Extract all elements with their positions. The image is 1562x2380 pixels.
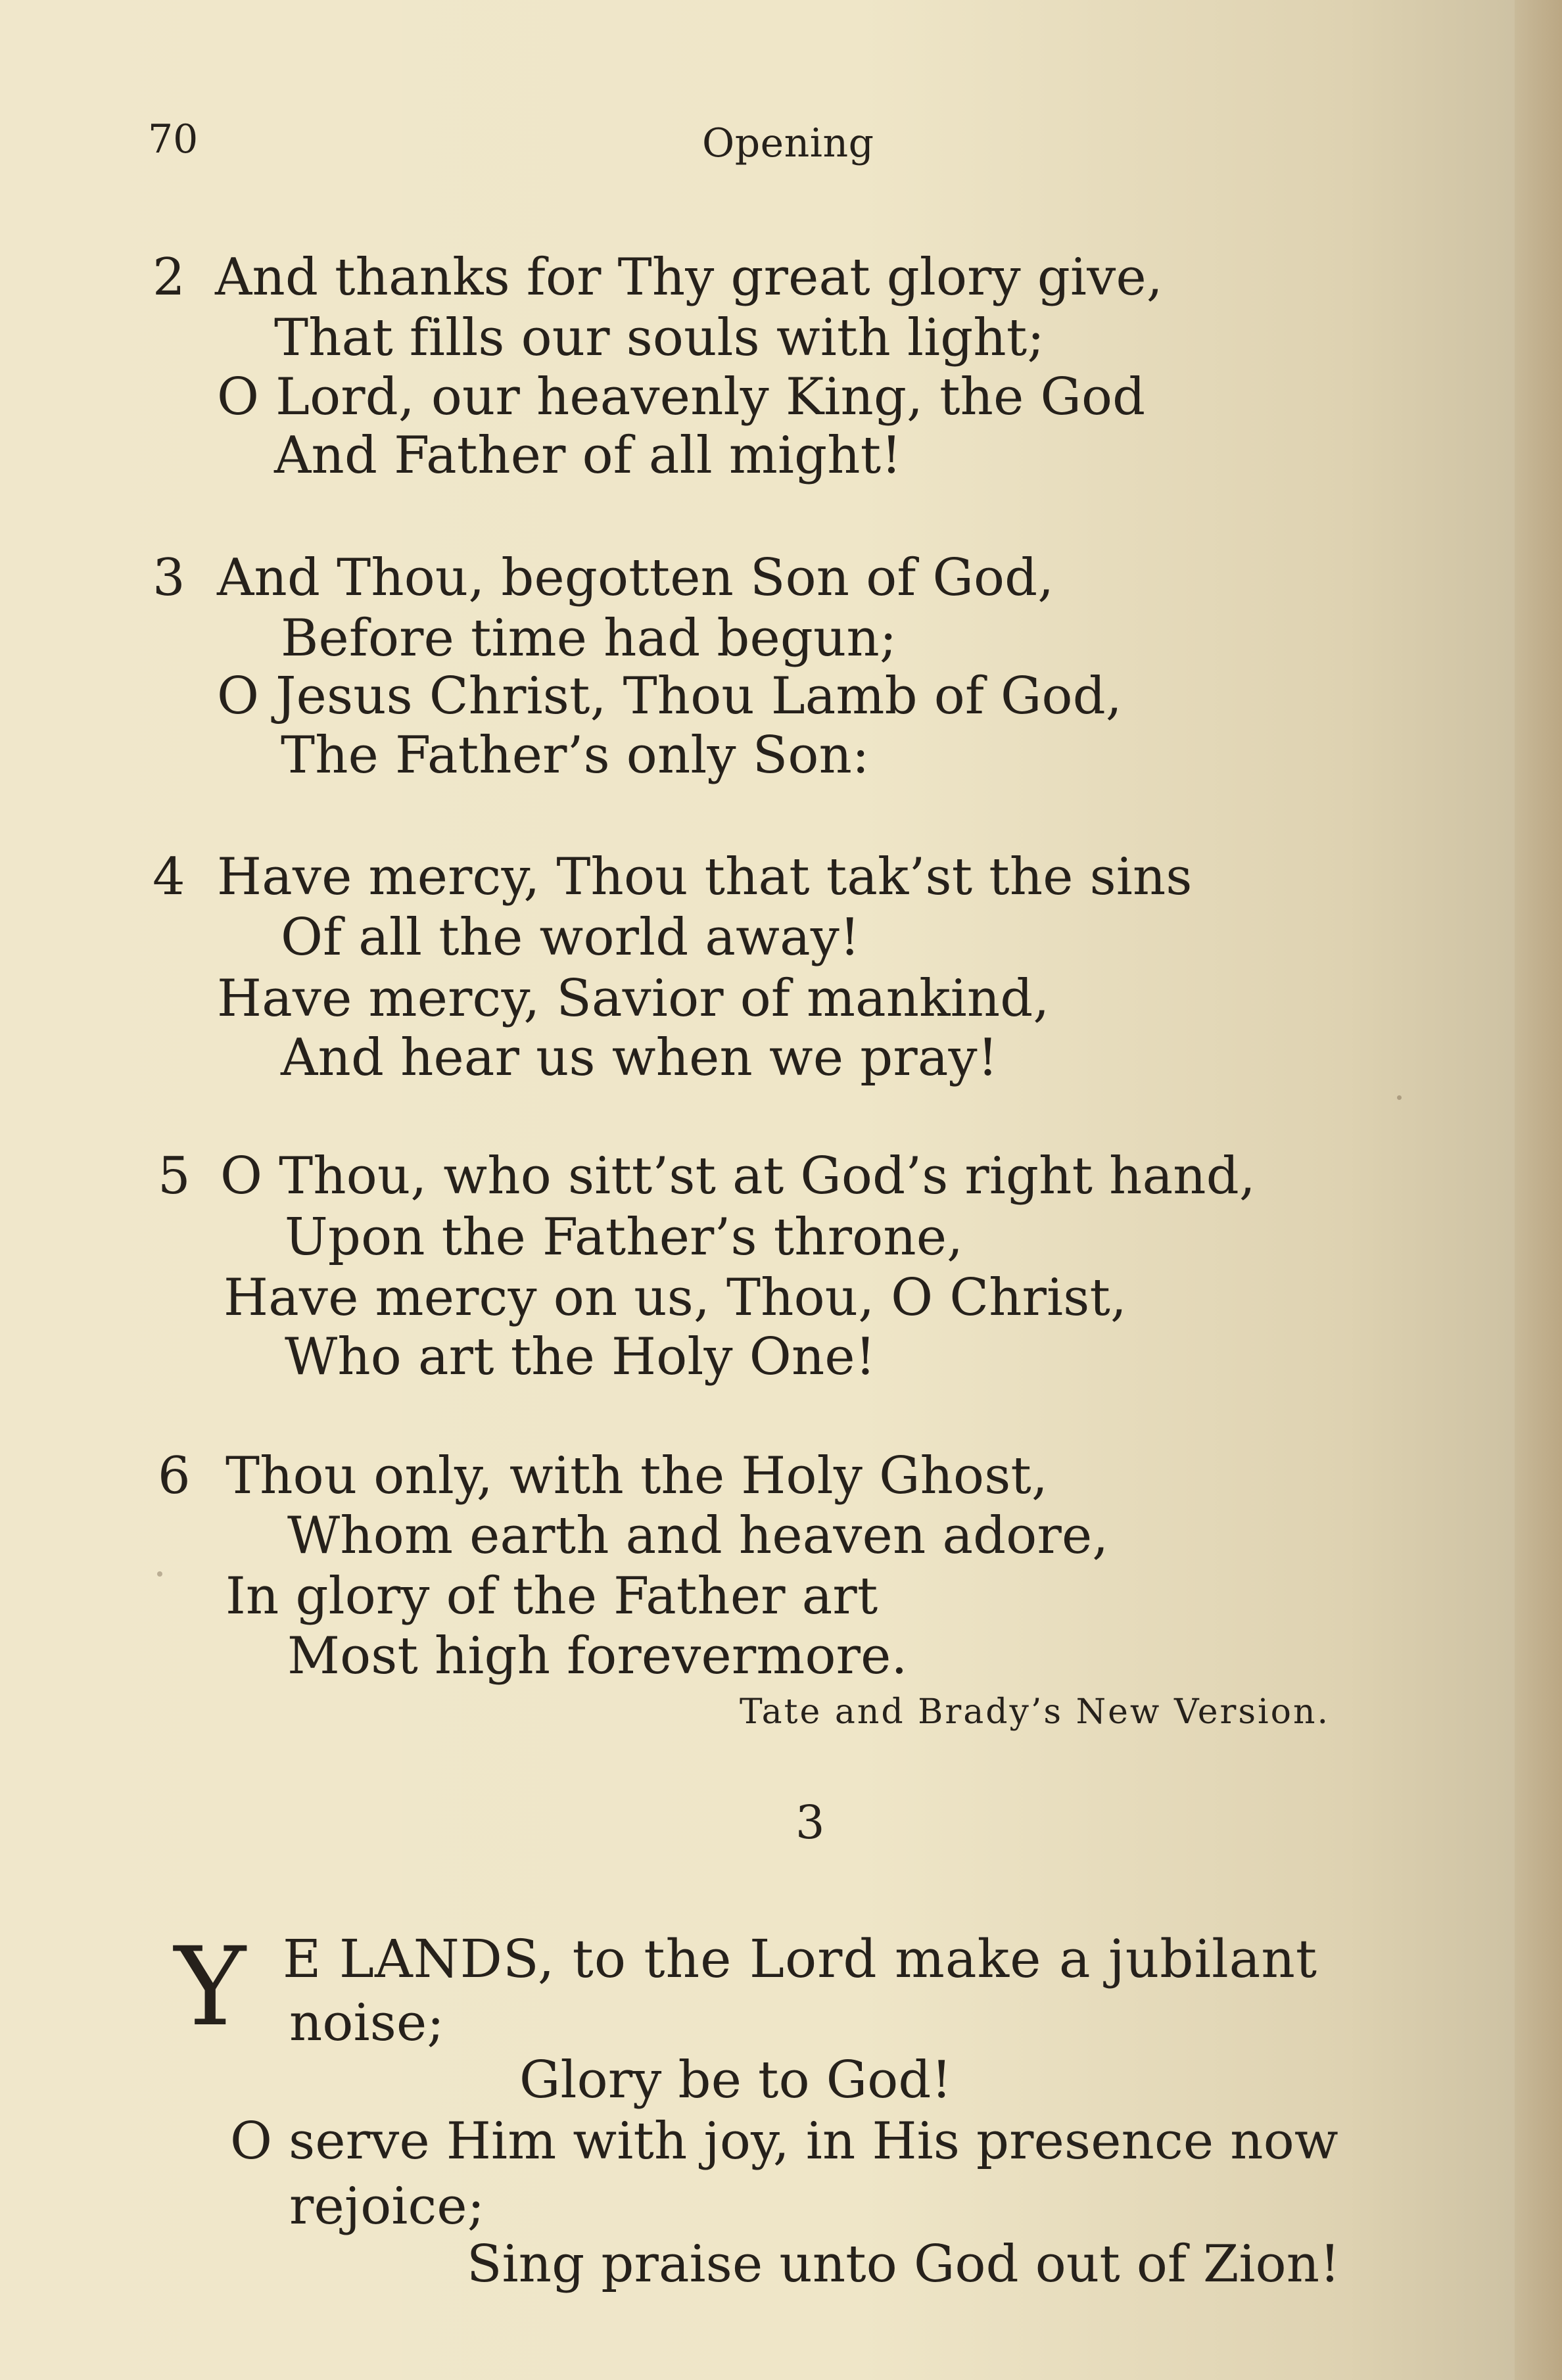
stanza-line: In glory of the Father art: [225, 1567, 878, 1626]
hymn-line: Glory be to God!: [519, 2051, 953, 2110]
page-number: 70: [148, 116, 199, 162]
stanza-line: O Lord, our heavenly King, the God: [217, 368, 1146, 427]
hymn-line: O serve Him with joy, in His presence now: [230, 2112, 1338, 2171]
hymn-first-line: E LANDS, to the Lord make a jubilant: [283, 1928, 1318, 1989]
stanza-line: The Father’s only Son:: [281, 726, 870, 785]
stanza-number: 6: [158, 1446, 191, 1506]
stanza-number: 2: [153, 248, 185, 307]
page-title: Opening: [702, 120, 874, 166]
hymn-line: rejoice;: [289, 2177, 485, 2236]
stanza-line: And thanks for Thy great glory give,: [215, 248, 1163, 307]
paper-speck: [157, 1571, 162, 1577]
stanza-line: Have mercy on us, Thou, O Christ,: [224, 1268, 1127, 1327]
hymn-line: Sing praise unto God out of Zion!: [467, 2235, 1340, 2294]
stanza-line: Who art the Holy One!: [285, 1327, 876, 1387]
stanza-line: Have mercy, Thou that tak’st the sins: [217, 847, 1193, 907]
stanza-line: Whom earth and heaven adore,: [287, 1506, 1109, 1565]
dropcap-letter: Y: [174, 1924, 246, 2050]
page-edge-shadow: [1515, 0, 1562, 2380]
stanza-number: 3: [153, 548, 185, 607]
stanza-line: O Jesus Christ, Thou Lamb of God,: [217, 667, 1122, 726]
stanza-line: Thou only, with the Holy Ghost,: [225, 1446, 1048, 1506]
stanza-line: Upon the Father’s throne,: [285, 1208, 964, 1267]
stanza-line: Of all the world away!: [281, 908, 861, 967]
hymn-line: noise;: [289, 1993, 444, 2053]
stanza-number: 4: [153, 847, 185, 907]
stanza-line: Have mercy, Savior of mankind,: [217, 969, 1050, 1028]
stanza-line: Before time had begun;: [281, 609, 897, 668]
stanza-line: O Thou, who sitt’st at God’s right hand,: [220, 1147, 1256, 1206]
stanza-line: Most high forevermore.: [287, 1627, 908, 1686]
stanza-number: 5: [158, 1147, 191, 1206]
paper-speck: [1397, 1095, 1402, 1100]
stanza-line: And Father of all might!: [274, 426, 902, 485]
hymn-number: 3: [795, 1796, 825, 1849]
stanza-line: And hear us when we pray!: [281, 1028, 999, 1087]
stanza-line: That fills our souls with light;: [274, 308, 1045, 368]
stanza-line: And Thou, begotten Son of God,: [217, 548, 1054, 607]
hymn-attribution: Tate and Brady’s New Version.: [740, 1692, 1331, 1732]
